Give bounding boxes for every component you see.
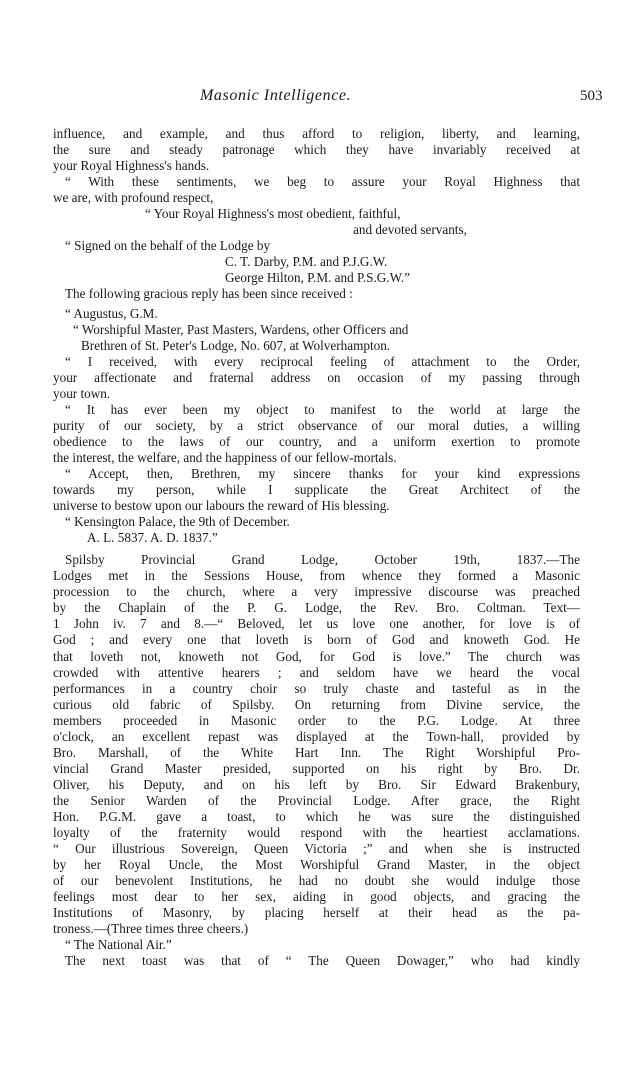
page-header xyxy=(0,88,637,110)
text-line: by her Royal Uncle, the Most Worshipful Grand Master, in the object xyxy=(53,857,580,873)
text-line: purity of our society, by a strict observance of our moral duties, a willing xyxy=(53,417,580,433)
text-line: Institutions of Masonry, by placing herself at their head as the pa- xyxy=(53,905,580,921)
text-line: influence, and example, and thus afford to religion, liberty, and learning, xyxy=(53,126,580,141)
text-line: that loveth not, knoweth not God, for God is love.” The church was xyxy=(53,648,580,664)
text-line: procession to the church, where a very impressive discourse was preached xyxy=(53,584,580,600)
text-line: Hon. P.G.M. gave a toast, to which he was sure the distinguished xyxy=(53,808,580,824)
running-title: Masonic Intelligence. xyxy=(200,87,352,104)
text-line: Brethren of St. Peter's Lodge, No. 607, at Wolverhampton. xyxy=(81,337,391,353)
text-line: of our benevolent Institutions, he had no doubt she would indulge those xyxy=(53,873,580,889)
text-line: troness.—(Three times three cheers.) xyxy=(53,921,249,937)
text-line: by the Chaplain of the P. G. Lodge, the Rev. Bro. Coltman. Text— xyxy=(53,600,580,616)
text-line: towards my person, while I supplicate the Great Architect of the xyxy=(53,482,580,498)
text-line: “ The National Air.” xyxy=(65,937,172,953)
text-line: your town. xyxy=(53,385,111,401)
body-text xyxy=(53,126,580,969)
text-line: C. T. Darby, P.M. and P.J.G.W. xyxy=(225,254,388,270)
text-line: Spilsby Provincial Grand Lodge, October 19th, 1837.—The xyxy=(65,552,580,568)
page-number: 503 xyxy=(580,88,603,104)
text-line: curious old fabric of Spilsby. On returning from Divine service, the xyxy=(53,696,580,712)
text-line: your affectionate and fraternal address on occasion of my passing through xyxy=(53,369,580,385)
text-line: Bro. Marshall, of the White Hart Inn. The Right Worshipful Pro- xyxy=(53,744,580,760)
text-line: “ Your Royal Highness's most obedient, faithful, xyxy=(145,206,401,222)
text-line: “ Kensington Palace, the 9th of December. xyxy=(65,514,290,530)
text-line: “ It has ever been my object to manifest to the world at large the xyxy=(65,401,580,417)
text-line: “ Accept, then, Brethren, my sincere thanks for your kind expressions xyxy=(65,465,580,481)
text-line: “ Signed on the behalf of the Lodge by xyxy=(65,238,271,254)
text-line: performances in a country choir so truly chaste and tasteful as in the xyxy=(53,680,580,696)
text-line: The following gracious reply has been since received : xyxy=(65,286,353,302)
text-line: Oliver, his Deputy, and on his left by Bro. Sir Edward Brakenbury, xyxy=(53,776,580,792)
text-line: members proceeded in Masonic order to the P.G. Lodge. At three xyxy=(53,712,580,728)
text-line: God ; and every one that loveth is born of God and knoweth God. He xyxy=(53,632,580,648)
text-line: “ Augustus, G.M. xyxy=(65,305,158,321)
text-line: loyalty of the fraternity would respond with the heartiest acclamations. xyxy=(53,825,580,841)
text-line: feelings most dear to her sex, aiding in good objects, and gracing the xyxy=(53,889,580,905)
text-line: obedience to the laws of our country, and a uniform exertion to promote xyxy=(53,433,580,449)
text-line: “ I received, with every reciprocal feeling of attachment to the Order, xyxy=(65,353,580,369)
text-line: your Royal Highness's hands. xyxy=(53,158,210,174)
text-line: universe to bestow upon our labours the reward of His blessing. xyxy=(53,498,390,514)
text-line: The next toast was that of “ The Queen Dowager,” who had kindly xyxy=(65,953,580,969)
text-line: A. L. 5837. A. D. 1837.” xyxy=(87,530,218,546)
text-line: vincial Grand Master presided, supported on his right by Bro. Dr. xyxy=(53,760,580,776)
text-line: “ With these sentiments, we beg to assure your Royal Highness that xyxy=(65,174,580,190)
text-line: crowded with attentive hearers ; and seldom have we heard the vocal xyxy=(53,664,580,680)
text-line: the Senior Warden of the Provincial Lodge. After grace, the Right xyxy=(53,792,580,808)
text-line: the sure and steady patronage which they have invariably received at xyxy=(53,142,580,158)
text-line: 1 John iv. 7 and 8.—“ Beloved, let us love one another, for love is of xyxy=(53,616,580,632)
text-line: “ Worshipful Master, Past Masters, Wardens, other Officers and xyxy=(73,321,409,337)
text-line: Lodges met in the Sessions House, from whence they formed a Masonic xyxy=(53,568,580,584)
text-line: o'clock, an excellent repast was displayed at the Town-hall, provided by xyxy=(53,728,580,744)
text-line: we are, with profound respect, xyxy=(53,190,214,206)
text-line: George Hilton, P.M. and P.S.G.W.” xyxy=(225,270,410,286)
text-line: and devoted servants, xyxy=(353,222,467,238)
text-line: “ Our illustrious Sovereign, Queen Victoria ;” and when she is instructed xyxy=(53,841,580,857)
text-line: the interest, the welfare, and the happiness of our fellow-mortals. xyxy=(53,449,397,465)
